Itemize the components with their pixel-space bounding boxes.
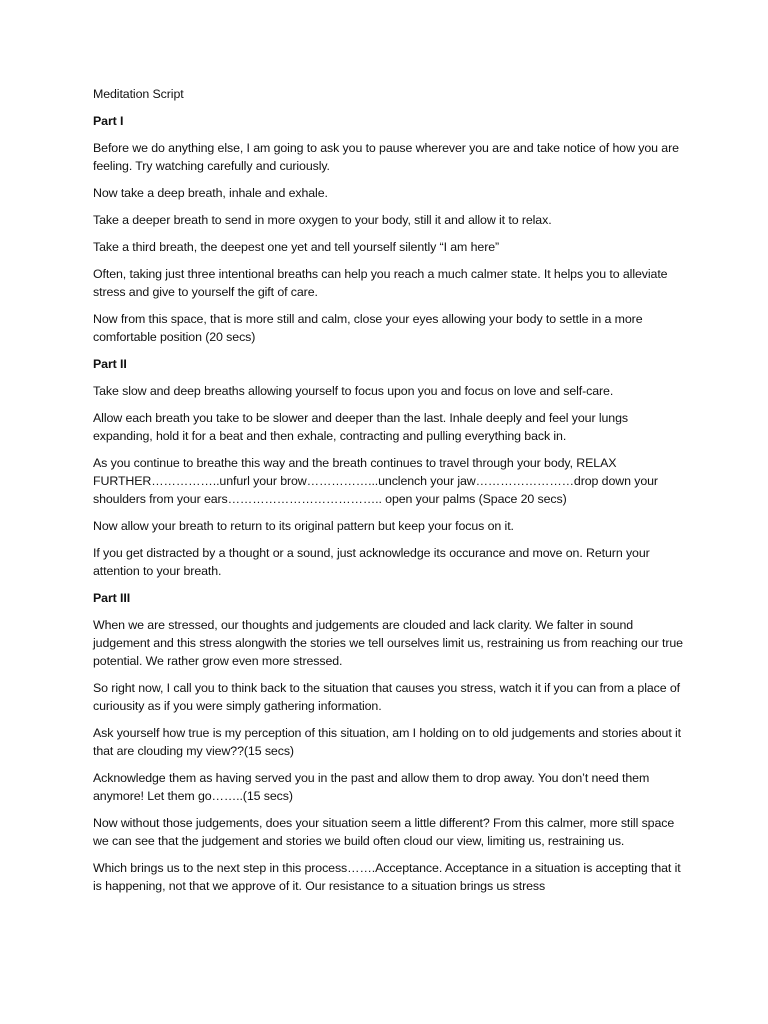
- section-heading-part-1: Part I: [93, 114, 124, 128]
- paragraph: Often, taking just three intentional breaths can help you reach a much calmer state. It helps you to alleviate stress and give to yourself the gift of care.: [93, 267, 668, 299]
- paragraph: Now without those judgements, does your situation seem a little different? From this calmer, more still space we can see that the judgement and stories we build often cloud our view, limiting us, restraining us.: [93, 816, 675, 848]
- paragraph: Take a deeper breath to send in more oxygen to your body, still it and allow it to relax.: [93, 213, 552, 227]
- paragraph: Now take a deep breath, inhale and exhale.: [93, 186, 328, 200]
- paragraph: Allow each breath you take to be slower and deeper than the last. Inhale deeply and feel your lungs expanding, hold it for a beat and then exhale, contracting and pulling everything back in.: [93, 411, 628, 443]
- paragraph: Ask yourself how true is my perception of this situation, am I holding on to old judgements and stories about it that are clouding my view??(15 secs): [93, 726, 682, 758]
- paragraph: If you get distracted by a thought or a sound, just acknowledge its occurance and move on. Return your attention to your breath.: [93, 546, 650, 578]
- paragraph: Take slow and deep breaths allowing yourself to focus upon you and focus on love and self-care.: [93, 384, 614, 398]
- paragraph: Now from this space, that is more still and calm, close your eyes allowing your body to settle in a more comfortable position (20 secs): [93, 312, 643, 344]
- paragraph: When we are stressed, our thoughts and judgements are clouded and lack clarity. We falter in sound judgement and this stress alongwith the stories we tell ourselves limit us, restraining us from reaching our true potential. We rather grow even more stressed.: [93, 618, 683, 668]
- paragraph: Take a third breath, the deepest one yet and tell yourself silently “I am here”: [93, 240, 500, 254]
- paragraph: Before we do anything else, I am going to ask you to pause wherever you are and take notice of how you are feeling. Try watching carefully and curiously.: [93, 141, 679, 173]
- document-page: [93, 85, 683, 904]
- paragraph: Now allow your breath to return to its original pattern but keep your focus on it.: [93, 519, 514, 533]
- section-heading-part-3: Part III: [93, 591, 131, 605]
- paragraph: As you continue to breathe this way and the breath continues to travel through your body, RELAX FURTHER……………..unfurl your brow……………...unclench your jaw……………………drop down your shoulders from your ears……………………………….. open your palms (Space 20 secs): [93, 456, 658, 506]
- section-heading-part-2: Part II: [93, 357, 127, 371]
- document-title: Meditation Script: [93, 87, 184, 101]
- paragraph: Which brings us to the next step in this process…….Acceptance. Acceptance in a situation is accepting that it is happening, not that we approve of it. Our resistance to a situation brings us stress: [93, 861, 681, 893]
- paragraph: Acknowledge them as having served you in the past and allow them to drop away. You don’t need them anymore! Let them go……..(15 secs): [93, 771, 650, 803]
- paragraph: So right now, I call you to think back to the situation that causes you stress, watch it if you can from a place of curiousity as if you were simply gathering information.: [93, 681, 681, 713]
